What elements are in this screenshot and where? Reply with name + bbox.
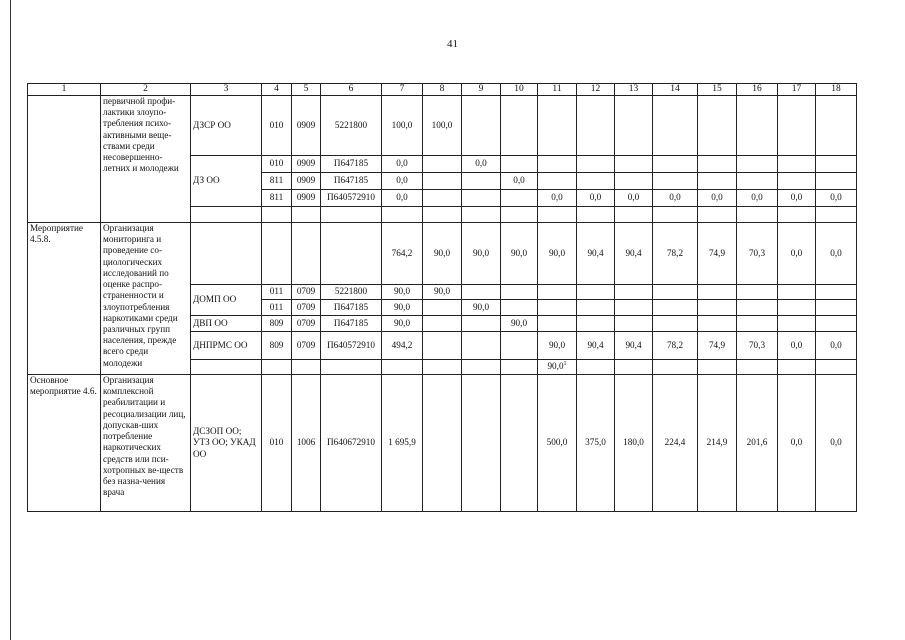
col-header-16: 16 <box>737 84 778 96</box>
table-row <box>28 375 857 512</box>
table-cell: 010 <box>262 375 292 512</box>
table-cell <box>778 360 816 375</box>
table-cell <box>615 300 653 316</box>
table-cell <box>778 156 816 173</box>
table-cell: 74,9 <box>698 332 737 360</box>
table-cell <box>816 173 857 190</box>
table-cell <box>778 300 816 316</box>
col-header-17: 17 <box>778 84 816 96</box>
table-cell: 0909 <box>292 190 321 207</box>
table-cell <box>423 360 462 375</box>
table-cell <box>423 300 462 316</box>
table-cell <box>321 360 382 375</box>
table-cell: 5221800 <box>321 96 382 156</box>
col-header-6: 6 <box>321 84 382 96</box>
table-cell <box>501 360 538 375</box>
table-cell: 011 <box>262 300 292 316</box>
col-header-13: 13 <box>615 84 653 96</box>
col-header-8: 8 <box>423 84 462 96</box>
table-cell <box>501 300 538 316</box>
table-cell: 011 <box>262 285 292 300</box>
executor-cell: ДОМП ОО <box>191 285 262 316</box>
table-cell: 0,0 <box>382 190 423 207</box>
table-cell: 90,0 <box>423 223 462 285</box>
table-cell: 0709 <box>292 332 321 360</box>
executor-cell: ДЗ ОО <box>191 156 262 207</box>
table-cell: 0709 <box>292 316 321 332</box>
table-cell: П647185 <box>321 156 382 173</box>
table-cell <box>462 190 501 207</box>
activity-description: Организация мониторинга и проведение со-циологических исследований по оценке распро-страненности и злоупотребления наркотиками среди различных групп населения, прежде всего среди молодежи <box>101 223 191 375</box>
table-cell <box>816 300 857 316</box>
table-cell <box>698 96 737 156</box>
table-cell: 811 <box>262 173 292 190</box>
activity-description: первичной профи-лактики злоупо-требления психо-активными веще-ствами среди несовершенно-летних и молодежи <box>101 96 191 223</box>
table-cell: 74,9 <box>698 223 737 285</box>
table-cell: П647185 <box>321 316 382 332</box>
col-header-15: 15 <box>698 84 737 96</box>
table-cell <box>615 316 653 332</box>
col-header-11: 11 <box>538 84 577 96</box>
table-cell <box>423 173 462 190</box>
table-cell <box>577 96 615 156</box>
table-cell <box>737 360 778 375</box>
table-cell <box>698 316 737 332</box>
table-cell <box>778 173 816 190</box>
table-cell <box>778 207 816 223</box>
table-cell <box>538 300 577 316</box>
table-cell <box>191 360 262 375</box>
table-cell <box>292 223 321 285</box>
table-cell: 214,9 <box>698 375 737 512</box>
table-cell <box>462 96 501 156</box>
table-cell <box>501 332 538 360</box>
table-cell <box>615 156 653 173</box>
table-cell: 90,0 <box>501 316 538 332</box>
table-cell: 500,0 <box>538 375 577 512</box>
table-cell <box>737 316 778 332</box>
table-cell: 90,4 <box>577 332 615 360</box>
table-cell: 0,0 <box>778 190 816 207</box>
col-header-7: 7 <box>382 84 423 96</box>
col-header-1: 1 <box>28 84 101 96</box>
table-cell: 809 <box>262 332 292 360</box>
table-cell: 0,0 <box>615 190 653 207</box>
table-row <box>28 96 857 156</box>
table-cell <box>737 300 778 316</box>
table-cell <box>382 360 423 375</box>
table-cell: 1006 <box>292 375 321 512</box>
table-cell <box>698 156 737 173</box>
table-cell <box>262 207 292 223</box>
table-cell <box>191 207 262 223</box>
table-cell: П640572910 <box>321 332 382 360</box>
col-header-4: 4 <box>262 84 292 96</box>
table-cell: 0909 <box>292 156 321 173</box>
table-cell <box>577 285 615 300</box>
table-cell <box>698 360 737 375</box>
table-cell: 0,0 <box>501 173 538 190</box>
page-number: 41 <box>447 38 458 50</box>
table-cell <box>615 173 653 190</box>
col-header-5: 5 <box>292 84 321 96</box>
table-cell <box>538 285 577 300</box>
table-cell <box>653 285 698 300</box>
table-cell: 90,0 <box>462 300 501 316</box>
table-cell <box>577 156 615 173</box>
table-cell: 100,0 <box>423 96 462 156</box>
table-cell <box>577 207 615 223</box>
table-cell <box>653 96 698 156</box>
table-cell <box>615 285 653 300</box>
table-cell: 224,4 <box>653 375 698 512</box>
activity-code: Основное мероприятие 4.6. <box>28 375 101 512</box>
table-cell: 0,0 <box>382 173 423 190</box>
table-cell: 0,0 <box>816 190 857 207</box>
activity-description: Организация комплексной реабилитации и ресоциализации лиц, допускав-ших потребление наркотических средств или пси-хотропных ве-ществ без назна-чения врача <box>101 375 191 512</box>
footnote-value-cell <box>538 360 577 375</box>
executor-cell: ДНПРМС ОО <box>191 332 262 360</box>
table-cell: 100,0 <box>382 96 423 156</box>
table-cell <box>321 223 382 285</box>
table-cell: 90,0 <box>501 223 538 285</box>
table-cell <box>698 173 737 190</box>
table-cell: 809 <box>262 316 292 332</box>
table-cell <box>615 96 653 156</box>
table-cell <box>778 96 816 156</box>
table-cell: 010 <box>262 156 292 173</box>
table-cell <box>653 207 698 223</box>
table-cell <box>615 360 653 375</box>
table-cell <box>538 96 577 156</box>
table-cell <box>382 207 423 223</box>
table-cell: 0709 <box>292 300 321 316</box>
table-cell <box>653 316 698 332</box>
table-cell <box>462 173 501 190</box>
table-cell <box>423 207 462 223</box>
table-cell: 0,0 <box>462 156 501 173</box>
table-cell: 0,0 <box>816 223 857 285</box>
table-cell: 90,0 <box>382 300 423 316</box>
table-cell: 0909 <box>292 96 321 156</box>
table-cell: 90,4 <box>615 223 653 285</box>
table-cell: 0,0 <box>737 190 778 207</box>
table-cell: 0909 <box>292 173 321 190</box>
table-cell <box>538 207 577 223</box>
column-number-row <box>28 84 857 96</box>
table-cell: 90,4 <box>615 332 653 360</box>
table-cell <box>462 285 501 300</box>
table-cell: 78,2 <box>653 223 698 285</box>
col-header-2: 2 <box>101 84 191 96</box>
table-cell: 180,0 <box>615 375 653 512</box>
table-cell: 0,0 <box>382 156 423 173</box>
table-cell: 0,0 <box>816 375 857 512</box>
table-cell <box>737 207 778 223</box>
table-cell: П640672910 <box>321 375 382 512</box>
table-cell <box>321 207 382 223</box>
table-cell: П647185 <box>321 300 382 316</box>
table-cell: 70,3 <box>737 223 778 285</box>
table-cell <box>577 316 615 332</box>
col-header-12: 12 <box>577 84 615 96</box>
table-cell <box>501 375 538 512</box>
table-cell: 0,0 <box>778 375 816 512</box>
col-header-9: 9 <box>462 84 501 96</box>
executor-cell: ДВП ОО <box>191 316 262 332</box>
table-cell <box>462 332 501 360</box>
table-cell <box>737 156 778 173</box>
table-cell <box>423 156 462 173</box>
table-cell <box>292 207 321 223</box>
table-cell: 90,0 <box>382 285 423 300</box>
table-cell <box>262 223 292 285</box>
table-cell: 0,0 <box>653 190 698 207</box>
table-cell <box>653 300 698 316</box>
table-cell: 0709 <box>292 285 321 300</box>
table-cell <box>698 300 737 316</box>
table-cell <box>615 207 653 223</box>
table-cell <box>816 285 857 300</box>
table-cell: 811 <box>262 190 292 207</box>
executor-cell <box>191 223 262 285</box>
table-cell: 0,0 <box>577 190 615 207</box>
table-cell <box>501 156 538 173</box>
table-cell <box>816 360 857 375</box>
table-cell <box>423 332 462 360</box>
table-cell <box>698 207 737 223</box>
table-cell <box>501 96 538 156</box>
table-cell <box>423 190 462 207</box>
table-cell <box>778 316 816 332</box>
table-cell <box>653 173 698 190</box>
table-cell: 0,0 <box>778 332 816 360</box>
table-cell <box>816 207 857 223</box>
table-cell <box>538 316 577 332</box>
table-cell <box>462 375 501 512</box>
table-cell <box>816 96 857 156</box>
table-row <box>28 223 857 285</box>
table-cell <box>292 360 321 375</box>
budget-table <box>27 83 857 512</box>
table-cell <box>501 190 538 207</box>
table-cell <box>538 173 577 190</box>
table-cell <box>262 360 292 375</box>
table-cell <box>423 375 462 512</box>
table-cell: П640572910 <box>321 190 382 207</box>
table-cell <box>653 360 698 375</box>
table-cell: 375,0 <box>577 375 615 512</box>
table-cell <box>423 316 462 332</box>
table-cell <box>816 156 857 173</box>
table-cell <box>653 156 698 173</box>
table-cell: 010 <box>262 96 292 156</box>
table-cell: 1 695,9 <box>382 375 423 512</box>
table-cell: 0,0 <box>816 332 857 360</box>
table-cell <box>737 285 778 300</box>
left-margin-line <box>10 0 11 640</box>
executor-cell: ДЗСР ОО <box>191 96 262 156</box>
table-cell: 90,0 <box>423 285 462 300</box>
table-cell <box>501 207 538 223</box>
table-cell <box>577 300 615 316</box>
footnote-value: 90,0 <box>547 361 564 372</box>
table-cell: 90,0 <box>462 223 501 285</box>
table-cell: 70,3 <box>737 332 778 360</box>
table-cell <box>737 173 778 190</box>
table-cell <box>538 156 577 173</box>
table-cell <box>698 285 737 300</box>
table-cell: 0,0 <box>538 190 577 207</box>
table-cell <box>778 285 816 300</box>
col-header-18: 18 <box>816 84 857 96</box>
table-cell: П647185 <box>321 173 382 190</box>
table-cell <box>577 173 615 190</box>
activity-code: Мероприятие 4.5.8. <box>28 223 101 375</box>
table-cell <box>816 316 857 332</box>
table-cell: 90,0 <box>382 316 423 332</box>
table-cell: 78,2 <box>653 332 698 360</box>
table-cell: 90,0 <box>538 332 577 360</box>
table-cell: 494,2 <box>382 332 423 360</box>
table-cell: 0,0 <box>698 190 737 207</box>
col-header-3: 3 <box>191 84 262 96</box>
table-cell <box>737 96 778 156</box>
footnote-mark: 1 <box>563 361 567 368</box>
table-cell: 0,0 <box>778 223 816 285</box>
table-cell: 201,6 <box>737 375 778 512</box>
table-cell <box>462 207 501 223</box>
table-cell: 5221800 <box>321 285 382 300</box>
table-cell <box>501 285 538 300</box>
table-cell: 764,2 <box>382 223 423 285</box>
table-cell: 90,0 <box>538 223 577 285</box>
table-cell <box>462 360 501 375</box>
activity-code-cell <box>28 96 101 223</box>
executor-cell: ДСЗОП ОО; УТЗ ОО; УКАД ОО <box>191 375 262 512</box>
col-header-14: 14 <box>653 84 698 96</box>
table-cell <box>577 360 615 375</box>
table-cell: 90,4 <box>577 223 615 285</box>
col-header-10: 10 <box>501 84 538 96</box>
table-cell <box>462 316 501 332</box>
